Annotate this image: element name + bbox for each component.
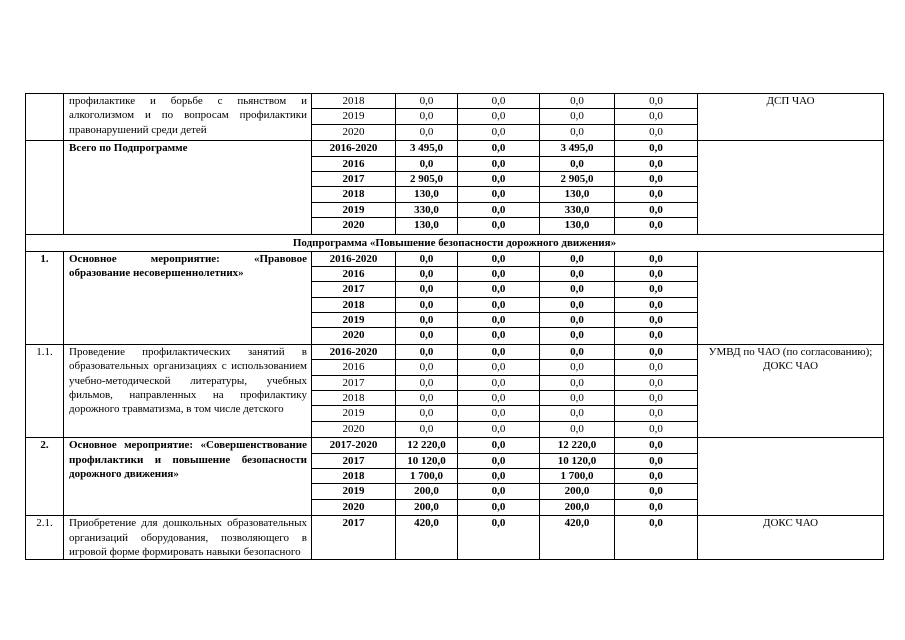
row-number: 2. — [26, 438, 64, 516]
value-cell: 0,0 — [458, 345, 539, 360]
value-cell: 0,0 — [540, 360, 614, 375]
value-cell: 200,0 — [564, 500, 590, 513]
value-cell: 420,0 — [564, 517, 590, 530]
col-years — [312, 251, 396, 344]
value-cell: 0,0 — [458, 376, 539, 391]
value-cell: 0,0 — [396, 109, 457, 124]
responsible-org — [698, 141, 884, 234]
value-cell: 0,0 — [615, 313, 697, 328]
value-cell: 130,0 — [540, 187, 614, 202]
row-description: Проведение профилактических занятий в образовательных организациях с использованием учебно-методической литературы, учебных фильмов, направленных на профилактику дорожного травматизма, в том числе детского — [64, 344, 312, 437]
row-description: Основное мероприятие: «Правовое образование несовершеннолетних» — [64, 251, 312, 344]
col-c1 — [458, 141, 540, 234]
value-cell: 0,0 — [396, 345, 457, 360]
value-cell: 3 495,0 — [540, 141, 614, 156]
year-cell: 2018 — [312, 391, 395, 406]
value-cell: 0,0 — [419, 422, 434, 435]
value-cell: 420,0 — [414, 517, 439, 530]
year-cell: 2020 — [342, 125, 365, 138]
value-cell: 0,0 — [458, 438, 539, 453]
year-cell: 2019 — [312, 203, 395, 218]
value-cell: 10 120,0 — [396, 454, 457, 469]
value-cell: 0,0 — [649, 219, 663, 232]
value-cell: 0,0 — [458, 109, 539, 124]
value-cell: 0,0 — [649, 517, 663, 530]
value-cell: 0,0 — [649, 422, 663, 435]
value-cell: 12 220,0 — [396, 438, 457, 453]
value-cell: 0,0 — [615, 252, 697, 267]
year-cell: 2019 — [312, 484, 395, 499]
col-c2 — [540, 94, 615, 141]
value-cell: 0,0 — [491, 219, 506, 232]
value-cell: 0,0 — [540, 282, 614, 297]
value-cell: 0,0 — [615, 376, 697, 391]
col-years — [312, 94, 396, 141]
value-cell: 0,0 — [570, 125, 584, 138]
value-cell: 0,0 — [615, 454, 697, 469]
value-cell: 0,0 — [540, 406, 614, 421]
value-cell: 0,0 — [491, 500, 506, 513]
value-cell: 0,0 — [458, 157, 539, 172]
value-cell: 0,0 — [615, 406, 697, 421]
value-cell: 0,0 — [458, 252, 539, 267]
value-cell: 0,0 — [540, 267, 614, 282]
value-cell: 0,0 — [458, 360, 539, 375]
value-cell: 330,0 — [540, 203, 614, 218]
table-row — [26, 516, 884, 560]
value-cell: 2 905,0 — [396, 172, 457, 187]
row-description: Основное мероприятие: «Совершенствование профилактики и повышение безопасности дорожного движения» — [64, 438, 312, 516]
year-cell: 2017-2020 — [312, 438, 395, 453]
value-cell: 10 120,0 — [540, 454, 614, 469]
year-cell: 2020 — [342, 422, 365, 435]
responsible-org: ДСП ЧАО — [698, 94, 884, 141]
col-c1 — [458, 94, 540, 141]
value-cell: 0,0 — [396, 252, 457, 267]
value-cell: 0,0 — [649, 500, 663, 513]
value-cell: 0,0 — [458, 313, 539, 328]
table-body — [26, 94, 884, 560]
value-cell: 0,0 — [396, 94, 457, 109]
year-cell: 2016 — [312, 267, 395, 282]
value-cell: 0,0 — [615, 267, 697, 282]
col-c3 — [615, 141, 698, 234]
year-cell: 2019 — [312, 406, 395, 421]
value-cell: 0,0 — [396, 157, 457, 172]
year-cell: 2020 — [342, 329, 365, 342]
col-c2 — [540, 344, 615, 437]
value-cell: 0,0 — [615, 203, 697, 218]
value-cell: 0,0 — [540, 298, 614, 313]
col-c1 — [458, 344, 540, 437]
col-c2 — [540, 516, 615, 560]
col-c2 — [540, 438, 615, 516]
row-description: профилактике и борьбе с пьянством и алкоголизмом и по вопросам профилактики правонарушений среди детей — [64, 94, 312, 141]
year-cell: 2017 — [312, 376, 395, 391]
value-cell: 0,0 — [396, 282, 457, 297]
year-cell: 2018 — [312, 187, 395, 202]
col-years — [312, 344, 396, 437]
value-cell: 0,0 — [615, 157, 697, 172]
table-row — [26, 251, 884, 344]
col-c3 — [615, 94, 698, 141]
value-cell: 0,0 — [570, 422, 584, 435]
col-total — [396, 94, 458, 141]
col-years — [312, 516, 396, 560]
value-cell: 1 700,0 — [540, 469, 614, 484]
col-c1 — [458, 516, 540, 560]
budget-table — [25, 93, 884, 560]
value-cell: 0,0 — [458, 282, 539, 297]
value-cell: 0,0 — [540, 391, 614, 406]
value-cell: 0,0 — [615, 438, 697, 453]
value-cell: 0,0 — [396, 391, 457, 406]
row-description: Приобретение для дошкольных образовательных организаций оборудования, позволяющего в игровой форме формировать навыки безопасного — [64, 516, 312, 560]
value-cell: 0,0 — [491, 422, 506, 435]
value-cell: 200,0 — [414, 500, 439, 513]
value-cell: 0,0 — [458, 406, 539, 421]
year-cell: 2018 — [312, 298, 395, 313]
value-cell: 0,0 — [396, 313, 457, 328]
value-cell: 0,0 — [615, 94, 697, 109]
value-cell: 0,0 — [615, 109, 697, 124]
year-cell: 2016 — [312, 360, 395, 375]
value-cell: 0,0 — [458, 298, 539, 313]
year-cell: 2016 — [312, 157, 395, 172]
table-row — [26, 141, 884, 234]
value-cell: 0,0 — [419, 329, 434, 342]
value-cell: 200,0 — [540, 484, 614, 499]
year-cell: 2016-2020 — [312, 141, 395, 156]
table-row — [26, 438, 884, 516]
responsible-org — [698, 438, 884, 516]
year-cell: 2019 — [312, 313, 395, 328]
col-total — [396, 251, 458, 344]
value-cell: 0,0 — [458, 94, 539, 109]
value-cell: 0,0 — [458, 267, 539, 282]
value-cell: 1 700,0 — [396, 469, 457, 484]
value-cell: 0,0 — [615, 345, 697, 360]
year-cell: 2017 — [312, 282, 395, 297]
value-cell: 0,0 — [540, 252, 614, 267]
row-number: 1.1. — [26, 344, 64, 437]
value-cell: 0,0 — [615, 141, 697, 156]
value-cell: 0,0 — [540, 94, 614, 109]
year-cell: 2019 — [312, 109, 395, 124]
value-cell: 330,0 — [396, 203, 457, 218]
section-title: Подпрограмма «Повышение безопасности дорожного движения» — [26, 234, 884, 251]
col-c2 — [540, 141, 615, 234]
col-years — [312, 438, 396, 516]
row-number — [26, 94, 64, 141]
value-cell: 0,0 — [458, 469, 539, 484]
row-number: 1. — [26, 251, 64, 344]
responsible-org: УМВД по ЧАО (по согласованию); ДОКС ЧАО — [698, 344, 884, 437]
value-cell: 12 220,0 — [540, 438, 614, 453]
value-cell: 130,0 — [564, 219, 590, 232]
value-cell: 130,0 — [396, 187, 457, 202]
value-cell: 0,0 — [615, 391, 697, 406]
value-cell: 0,0 — [458, 203, 539, 218]
value-cell: 0,0 — [570, 329, 584, 342]
value-cell: 0,0 — [491, 329, 506, 342]
value-cell: 0,0 — [615, 360, 697, 375]
table-row — [26, 94, 884, 141]
value-cell: 0,0 — [458, 391, 539, 406]
row-description: Всего по Подпрограмме — [64, 141, 312, 234]
value-cell: 0,0 — [396, 360, 457, 375]
year-cell: 2016-2020 — [312, 252, 395, 267]
year-cell: 2020 — [342, 219, 365, 232]
value-cell: 0,0 — [615, 469, 697, 484]
value-cell: 0,0 — [540, 345, 614, 360]
value-cell: 0,0 — [396, 267, 457, 282]
value-cell: 0,0 — [540, 109, 614, 124]
section-row — [26, 234, 884, 251]
value-cell: 0,0 — [458, 172, 539, 187]
value-cell: 0,0 — [615, 298, 697, 313]
value-cell: 0,0 — [458, 454, 539, 469]
value-cell: 0,0 — [540, 313, 614, 328]
value-cell: 0,0 — [458, 141, 539, 156]
responsible-org — [698, 251, 884, 344]
value-cell: 0,0 — [396, 406, 457, 421]
row-number — [26, 141, 64, 234]
value-cell: 0,0 — [615, 187, 697, 202]
col-years — [312, 141, 396, 234]
value-cell: 0,0 — [458, 187, 539, 202]
value-cell: 0,0 — [540, 376, 614, 391]
value-cell: 0,0 — [615, 282, 697, 297]
table-row — [26, 344, 884, 437]
year-cell: 2016-2020 — [312, 345, 395, 360]
value-cell: 0,0 — [649, 125, 663, 138]
value-cell: 0,0 — [649, 329, 663, 342]
col-c2 — [540, 251, 615, 344]
value-cell: 0,0 — [491, 517, 506, 530]
value-cell: 0,0 — [540, 157, 614, 172]
value-cell: 3 495,0 — [396, 141, 457, 156]
col-c1 — [458, 438, 540, 516]
year-cell: 2018 — [312, 469, 395, 484]
col-total — [396, 438, 458, 516]
responsible-org: ДОКС ЧАО — [698, 516, 884, 560]
value-cell: 0,0 — [615, 484, 697, 499]
value-cell: 200,0 — [396, 484, 457, 499]
value-cell: 0,0 — [419, 125, 434, 138]
year-cell: 2020 — [342, 500, 365, 513]
value-cell: 0,0 — [491, 125, 506, 138]
col-c1 — [458, 251, 540, 344]
value-cell: 0,0 — [458, 484, 539, 499]
year-cell: 2017 — [342, 517, 365, 530]
col-c3 — [615, 251, 698, 344]
year-cell: 2017 — [312, 454, 395, 469]
col-c3 — [615, 438, 698, 516]
value-cell: 130,0 — [414, 219, 439, 232]
value-cell: 0,0 — [615, 172, 697, 187]
col-c3 — [615, 516, 698, 560]
col-total — [396, 344, 458, 437]
value-cell: 0,0 — [396, 376, 457, 391]
value-cell: 2 905,0 — [540, 172, 614, 187]
col-total — [396, 141, 458, 234]
col-total — [396, 516, 458, 560]
col-c3 — [615, 344, 698, 437]
value-cell: 0,0 — [396, 298, 457, 313]
row-number: 2.1. — [26, 516, 64, 560]
year-cell: 2018 — [312, 94, 395, 109]
year-cell: 2017 — [312, 172, 395, 187]
